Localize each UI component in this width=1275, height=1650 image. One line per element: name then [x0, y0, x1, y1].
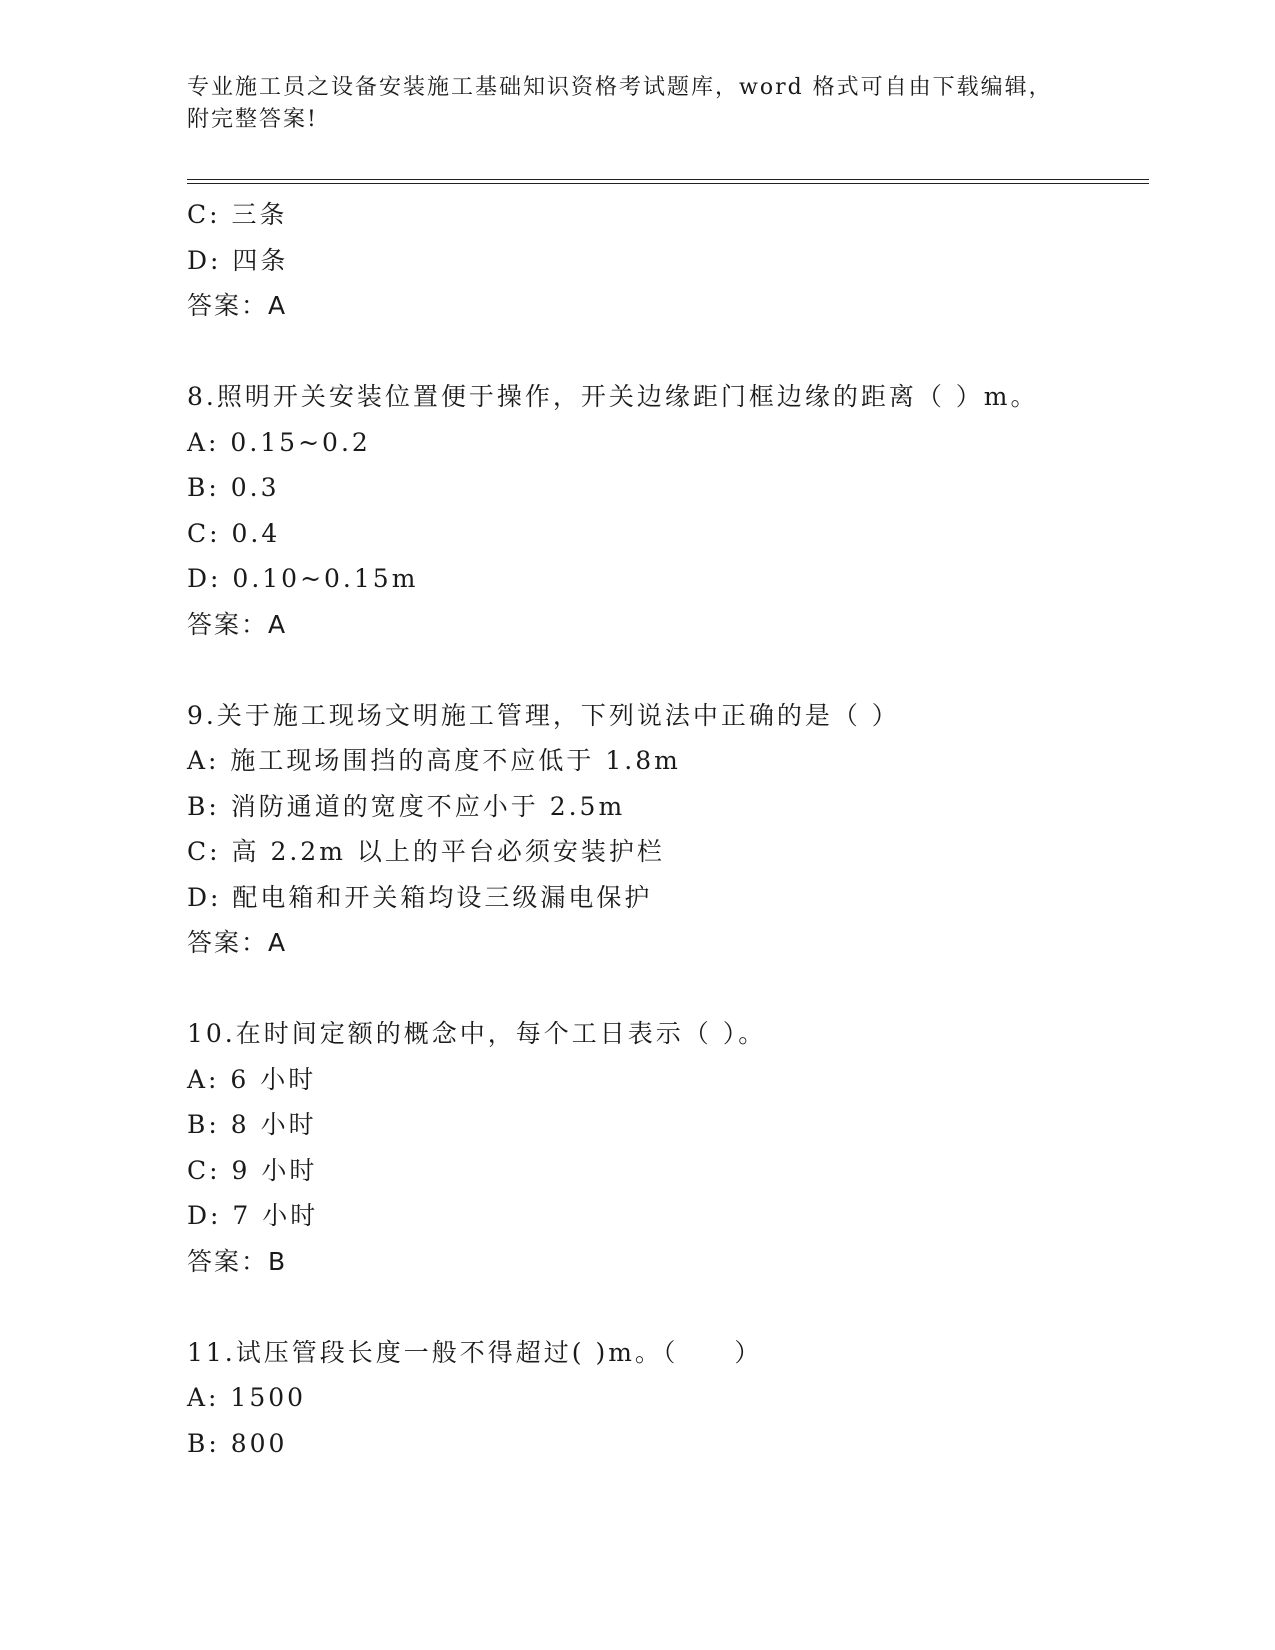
question-list: [187, 192, 1147, 1466]
option-a: A: 6 小时: [187, 1064, 317, 1094]
question-11: [187, 1330, 1147, 1467]
question-7-continued: [187, 192, 1147, 329]
option-b: B: 消防通道的宽度不应小于 2.5m: [187, 791, 626, 821]
spacer: [187, 966, 1147, 1012]
question-10: [187, 1011, 1147, 1284]
option-a: A: 1500: [187, 1383, 307, 1412]
spacer: [187, 1284, 1147, 1330]
option-c: C: 三条: [187, 200, 288, 229]
question-stem: 11.试压管段长度一般不得超过( )m。（ ）: [187, 1337, 763, 1367]
option-b: B: 0.3: [187, 473, 280, 502]
spacer: [187, 647, 1147, 693]
question-stem: 10.在时间定额的概念中，每个工日表示（ ）。: [187, 1019, 767, 1048]
header-title-line1: 专业施工员之设备安装施工基础知识资格考试题库，word 格式可自由下载编辑，: [187, 75, 1053, 100]
header-divider-top: [187, 179, 1149, 180]
option-d: D: 四条: [187, 245, 289, 275]
option-c: C: 高 2.2m 以上的平台必须安装护栏: [187, 837, 665, 866]
answer: 答案：A: [187, 928, 288, 957]
option-c: C: 9 小时: [187, 1155, 318, 1185]
answer: 答案：B: [187, 1246, 288, 1276]
answer: 答案：A: [187, 291, 288, 320]
header-divider-bottom: [187, 183, 1149, 184]
option-b: B: 800: [187, 1428, 288, 1458]
option-a: A: 施工现场围挡的高度不应低于 1.8m: [187, 746, 681, 775]
option-a: A: 0.15~0.2: [187, 427, 371, 457]
option-d: D: 0.10~0.15m: [187, 564, 419, 593]
question-9: [187, 693, 1147, 966]
header-title-line2: 附完整答案!: [187, 107, 318, 132]
question-stem: 8.照明开关安装位置便于操作，开关边缘距门框边缘的距离（ ）m。: [187, 382, 1039, 411]
question-stem: 9.关于施工现场文明施工管理，下列说法中正确的是（ ）: [187, 700, 900, 730]
spacer: [187, 329, 1147, 375]
document-header: [187, 72, 1087, 136]
option-c: C: 0.4: [187, 518, 281, 548]
option-d: D: 配电箱和开关箱均设三级漏电保护: [187, 882, 653, 912]
question-8: [187, 374, 1147, 647]
option-d: D: 7 小时: [187, 1201, 319, 1230]
answer: 答案：A: [187, 609, 288, 639]
option-b: B: 8 小时: [187, 1110, 317, 1139]
